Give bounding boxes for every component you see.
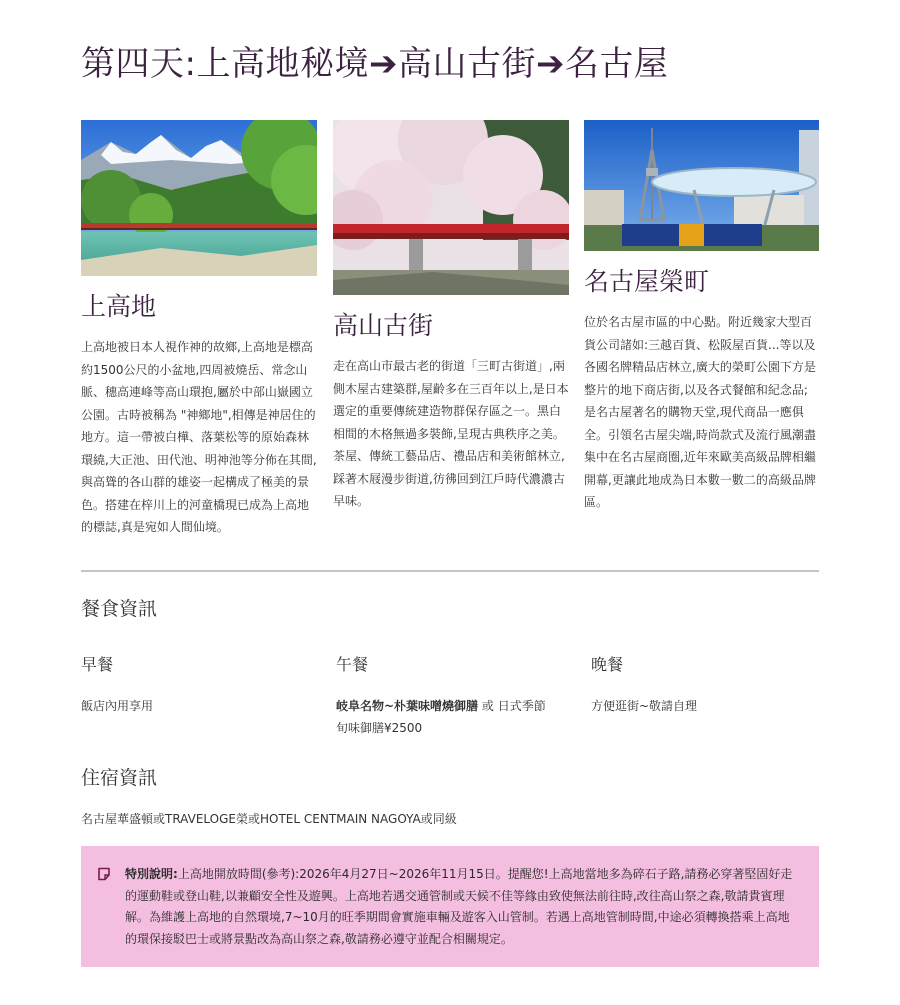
nagoya-photo bbox=[584, 120, 819, 251]
meal-breakfast-label: 早餐 bbox=[81, 655, 114, 674]
notice-label: 特別說明: bbox=[125, 867, 178, 881]
meal-lunch-highlight: 岐阜名物~朴葉味噌燒御膳 bbox=[336, 699, 479, 713]
special-notice-box bbox=[81, 846, 819, 967]
spot-card-kamikochi bbox=[81, 120, 317, 539]
meal-breakfast-text: 飯店內用享用 bbox=[81, 699, 154, 713]
spot-title-nagoya: 名古屋榮町 bbox=[584, 267, 710, 296]
notice-text bbox=[125, 864, 799, 950]
lodging-text: 名古屋華盛頓或TRAVELOGE榮或HOTEL CENTMAIN NAGOYA或同級 bbox=[81, 812, 457, 826]
meal-dinner-text: 方便逛街~敬請自理 bbox=[591, 699, 698, 713]
section-divider bbox=[81, 570, 819, 572]
kamikochi-photo bbox=[81, 120, 317, 276]
spot-card-nagoya bbox=[584, 120, 819, 514]
spot-title-takayama: 高山古街 bbox=[333, 311, 434, 340]
spot-title-kamikochi: 上高地 bbox=[81, 292, 157, 321]
meal-lunch-text bbox=[336, 695, 556, 739]
meal-dinner bbox=[591, 652, 811, 717]
meal-lunch-rest: 或 日式季節旬味御膳¥2500 bbox=[336, 699, 546, 735]
meal-breakfast bbox=[81, 652, 301, 717]
meal-lunch-label: 午餐 bbox=[336, 655, 369, 674]
spot-desc-takayama: 走在高山市最古老的街道「三町古街道」,兩側木屋古建築群,屋齡多在三百年以上,是日本選定的重要傳統建造物群保存區之一。黑白相間的木格無過多裝飾,呈現古典秩序之美。茶屋、傳統工藝品店、禮品店和美術館林立,踩著木屐漫步街道,彷彿回到江戶時代濃濃古早味。 bbox=[333, 359, 569, 508]
notice-body: 上高地開放時間(參考):2026年4月27日~2026年11月15日。提醒您!上高地當地多為碎石子路,請務必穿著堅固好走的運動鞋或登山鞋,以兼顧安全性及遊興。上高地若遇交通管制或天候不佳等緣由致使無法前往時,改往高山祭之森,敬請貴賓理解。為維護上高地的自然環境,7~10月的旺季期間會實施車輛及遊客入山管制。若遇上高地管制時間,中途必須轉換搭乘上高地的環保接駁巴士或將景點改為高山祭之森,敬請務必遵守並配合相關規定。 bbox=[125, 867, 793, 946]
spot-card-takayama bbox=[333, 120, 569, 513]
meals-section-title: 餐食資訊 bbox=[81, 598, 158, 620]
meal-lunch bbox=[336, 652, 556, 739]
spot-desc-nagoya: 位於名古屋市區的中心點。附近幾家大型百貨公司諸如:三越百貨、松阪屋百貨...等以及各國名牌精品店林立,廣大的榮町公園下方是整片的地下商店街,以及各式餐館和紀念品;是名古屋著名的購物天堂,現代商品一應俱全。引領名古屋尖端,時尚款式及流行風潮盡集中在名古屋商圈,近年來歐美高級品牌相繼開幕,更讓此地成為日本數一數二的高級品牌區。 bbox=[584, 315, 816, 509]
page-title: 第四天:上高地秘境➔高山古街➔名古屋 bbox=[81, 44, 669, 84]
note-icon bbox=[97, 867, 111, 881]
spot-desc-kamikochi: 上高地被日本人視作神的故鄉,上高地是標高約1500公尺的小盆地,四周被燒岳、常念山脈、穗高連峰等高山環抱,屬於中部山嶽國立公園。古時被稱為 "神鄉地",相傳是神居住的地方。這一帶被白樺、落葉松等的原始森林環繞,大正池、田代池、明神池等分佈在其間,與高聳的各山群的雄姿一起構成了極美的景色。搭建在梓川上的河童橋現已成為上高地的標誌,真是宛如人間仙境。 bbox=[81, 340, 317, 534]
meal-dinner-label: 晚餐 bbox=[591, 655, 624, 674]
takayama-photo bbox=[333, 120, 569, 295]
lodging-section-title: 住宿資訊 bbox=[81, 767, 158, 789]
